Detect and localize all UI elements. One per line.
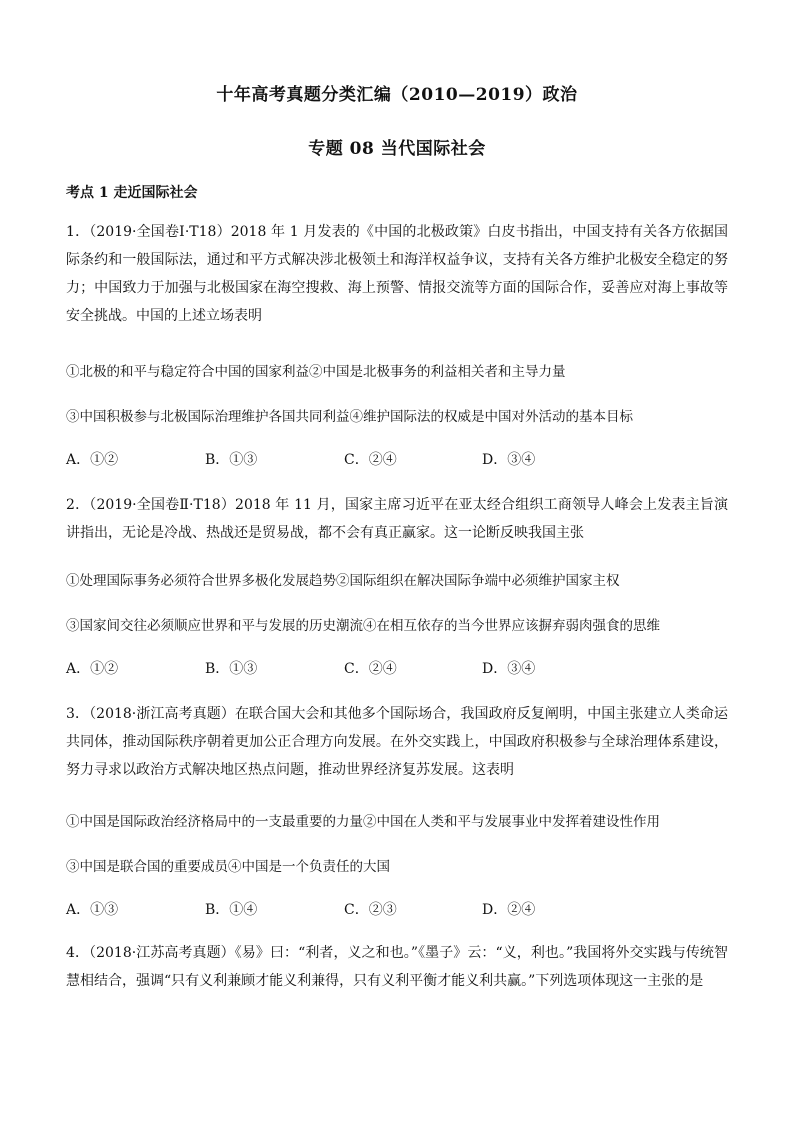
question-1-choices bbox=[66, 449, 728, 469]
choice-d: D．③④ bbox=[482, 452, 536, 468]
question-4-stem: 4．（2018·江苏高考真题）《易》曰：“利者，义之和也。”《墨子》云：“义，利也。”我国将外交实践与传统智慧相结合，强调“只有义利兼顾才能义利兼得，只有义利平衡才能义利共赢。”下列选项体现这一主张的是 bbox=[66, 945, 728, 989]
choice-d: D．③④ bbox=[482, 661, 536, 677]
choice-a: A．①③ bbox=[66, 902, 119, 918]
question-1-stem: 1．（2019·全国卷Ⅰ·T18）2018 年 1 月发表的《中国的北极政策》白皮书指出，中国支持有关各方依据国际条约和一般国际法，通过和平方式解决涉北极领土和海洋权益争议，支持有关各方维护北极安全稳定的努力；中国致力于加强与北极国家在海空搜救、海上预警、情报交流等方面的国际合作，妥善应对海上事故等安全挑战。中国的上述立场表明 bbox=[66, 224, 728, 324]
question-3-choices bbox=[66, 899, 728, 919]
question-3-statements-1: ①中国是国际政治经济格局中的一支最重要的力量②中国在人类和平与发展事业中发挥着建设性作用 bbox=[66, 814, 660, 830]
choice-b: B．①④ bbox=[205, 902, 258, 918]
question-3-stem: 3．（2018·浙江高考真题）在联合国大会和其他多个国际场合，我国政府反复阐明，中国主张建立人类命运共同体，推动国际秩序朝着更加公正合理方向发展。在外交实践上，中国政府积极参与全球治理体系建设，努力寻求以政治方式解决地区热点问题，推动世界经济复苏发展。这表明 bbox=[66, 706, 728, 778]
document-title: 十年高考真题分类汇编（2010—2019）政治 bbox=[216, 85, 578, 105]
choice-c: C．②④ bbox=[344, 661, 397, 677]
choice-a: A．①② bbox=[66, 661, 119, 677]
choice-b: B．①③ bbox=[205, 452, 258, 468]
choice-c: C．②④ bbox=[344, 452, 397, 468]
choice-a: A．①② bbox=[66, 452, 119, 468]
document-subtitle: 专题 08 当代国际社会 bbox=[308, 139, 486, 159]
question-2-statements-1: ①处理国际事务必须符合世界多极化发展趋势②国际组织在解决国际争端中必须维护国家主权 bbox=[66, 573, 620, 589]
question-2-statements-2: ③国家间交往必须顺应世界和平与发展的历史潮流④在相互依存的当今世界应该摒弃弱肉强食的思维 bbox=[66, 618, 660, 634]
choice-b: B．①③ bbox=[205, 661, 258, 677]
question-3-statements-2: ③中国是联合国的重要成员④中国是一个负责任的大国 bbox=[66, 859, 390, 875]
question-2-choices bbox=[66, 658, 728, 678]
choice-d: D．②④ bbox=[482, 902, 536, 918]
question-1-statements-1: ①北极的和平与稳定符合中国的国家利益②中国是北极事务的利益相关者和主导力量 bbox=[66, 364, 566, 380]
question-2-stem: 2．（2019·全国卷Ⅱ·T18）2018 年 11 月，国家主席习近平在亚太经合组织工商领导人峰会上发表主旨演讲指出，无论是冷战、热战还是贸易战，都不会有真正赢家。这一论断反映我国主张 bbox=[66, 497, 728, 541]
question-1-statements-2: ③中国积极参与北极国际治理维护各国共同利益④维护国际法的权威是中国对外活动的基本目标 bbox=[66, 409, 633, 425]
section-heading: 考点 1 走近国际社会 bbox=[66, 185, 198, 201]
choice-c: C．②③ bbox=[344, 902, 397, 918]
